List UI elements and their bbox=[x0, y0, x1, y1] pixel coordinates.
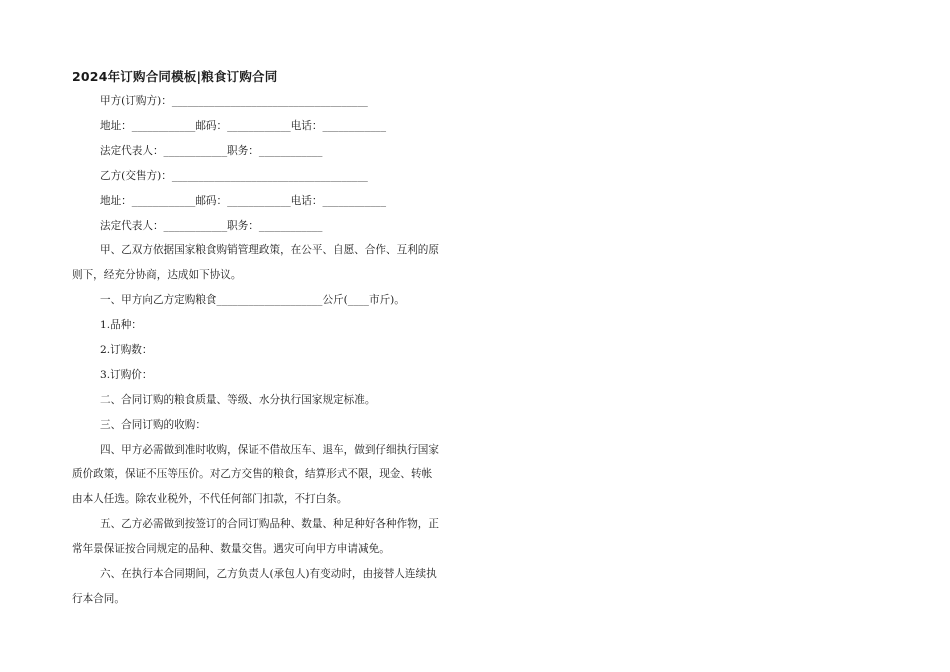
clause-3-line: 三、合同订购的收购： bbox=[100, 419, 206, 431]
document-title: 2024年订购合同模板|粮食订购合同 bbox=[72, 69, 278, 84]
party-a-representative-line: 法定代表人：____________职务：____________ bbox=[100, 145, 323, 157]
party-a-line: 甲方(订购方)：_____________________________________ bbox=[100, 95, 368, 107]
clause-4-line: 质价政策，保证不压等压价。对乙方交售的粮食，结算形式不限，现金、转帐 bbox=[72, 468, 433, 480]
preamble-line: 甲、乙双方依据国家粮食购销管理政策，在公平、自愿、合作、互利的原 bbox=[100, 244, 439, 256]
party-b-line: 乙方(交售方)：_____________________________________ bbox=[100, 170, 368, 182]
preamble-line: 则下，经充分协商，达成如下协议。 bbox=[72, 269, 242, 281]
party-a-address-line: 地址：____________邮码：____________电话：____________ bbox=[100, 120, 387, 132]
clause-6-line: 行本合同。 bbox=[72, 593, 125, 605]
clause-1-item-quantity: 2.订购数： bbox=[100, 344, 153, 356]
clause-1-line: 一、甲方向乙方定购粮食____________________公斤(____市斤)。 bbox=[100, 294, 405, 306]
clause-4-line: 四、甲方必需做到准时收购，保证不借故压车、退车，做到仔细执行国家 bbox=[100, 444, 439, 456]
clause-1-item-variety: 1.品种： bbox=[100, 319, 142, 331]
clause-6-line: 六、在执行本合同期间，乙方负责人(承包人)有变动时，由接替人连续执 bbox=[100, 568, 437, 580]
clause-5-line: 常年景保证按合同规定的品种、数量交售。遇灾可向甲方申请减免。 bbox=[72, 543, 390, 555]
clause-2-line: 二、合同订购的粮食质量、等级、水分执行国家规定标准。 bbox=[100, 394, 376, 406]
party-b-representative-line: 法定代表人：____________职务：____________ bbox=[100, 220, 323, 232]
party-b-address-line: 地址：____________邮码：____________电话：____________ bbox=[100, 195, 387, 207]
clause-5-line: 五、乙方必需做到按签订的合同订购品种、数量、种足种好各种作物，正 bbox=[100, 518, 439, 530]
clause-4-line: 由本人任选。除农业税外，不代任何部门扣款，不打白条。 bbox=[72, 493, 348, 505]
clause-1-item-price: 3.订购价： bbox=[100, 369, 153, 381]
